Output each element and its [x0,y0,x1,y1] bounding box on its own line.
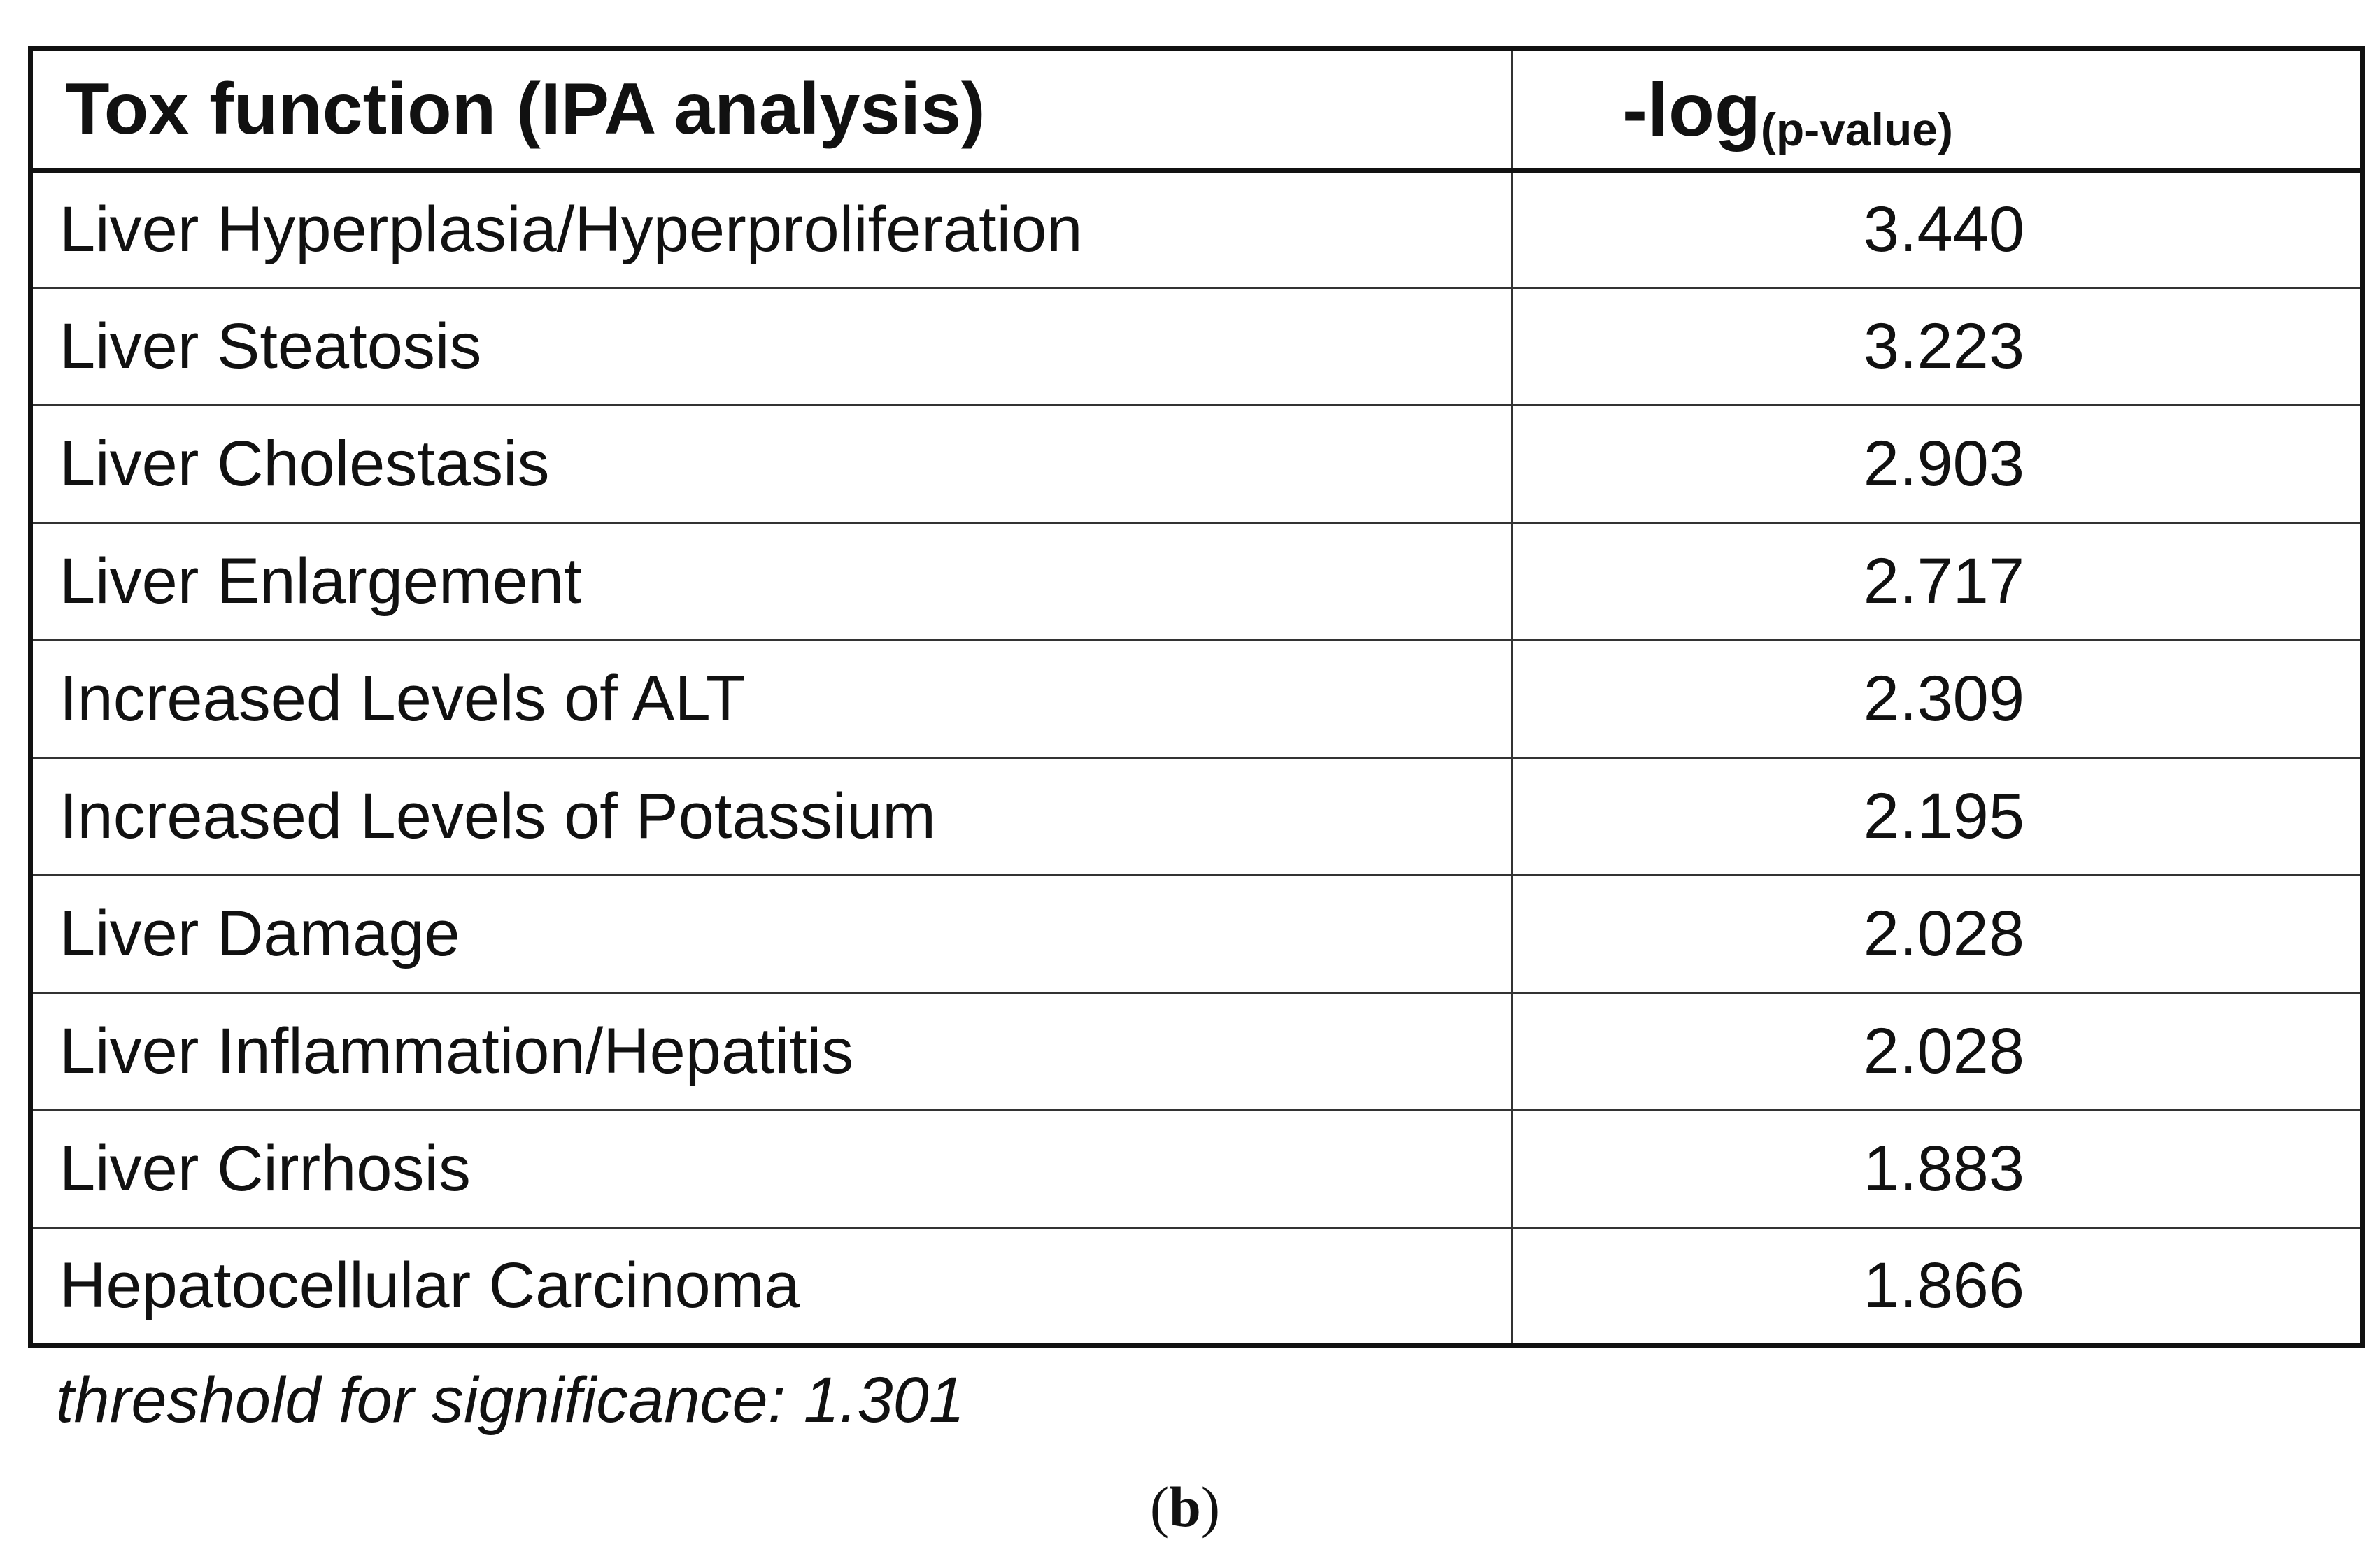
value-cell: 2.028 [1512,876,2363,993]
panel-label-close: ) [1200,1475,1221,1539]
value-cell: 3.223 [1512,288,2363,406]
table-row [31,171,2363,288]
value-cell: 2.309 [1512,641,2363,758]
header-tox-function: Tox function (IPA analysis) [31,49,1512,171]
value-cell: 1.866 [1512,1228,2363,1346]
function-cell: Liver Cirrhosis [31,1111,1512,1228]
table-row [31,406,2363,523]
value-cell: 2.717 [1512,523,2363,641]
table-row [31,288,2363,406]
function-cell: Liver Hyperplasia/Hyperproliferation [31,171,1512,288]
panel-label-open: ( [1149,1475,1170,1539]
value-cell: 3.440 [1512,171,2363,288]
value-cell: 2.195 [1512,758,2363,876]
function-cell: Increased Levels of Potassium [31,758,1512,876]
value-cell: 2.903 [1512,406,2363,523]
header-log-sub: (p-value) [1760,104,1953,155]
value-cell: 2.028 [1512,993,2363,1111]
table-row [31,758,2363,876]
function-cell: Increased Levels of ALT [31,641,1512,758]
table-row [31,876,2363,993]
function-cell: Liver Damage [31,876,1512,993]
table-row [31,523,2363,641]
panel-label [0,1474,2370,1540]
header-log-p-value [1512,49,2363,171]
function-cell: Liver Steatosis [31,288,1512,406]
significance-threshold-note: threshold for significance: 1.301 [56,1364,965,1436]
panel-label-letter: b [1169,1475,1201,1539]
value-cell: 1.883 [1512,1111,2363,1228]
tox-function-table [28,46,2365,1348]
header-log-main: -log [1622,67,1761,152]
table-header-row [31,49,2363,171]
function-cell: Liver Enlargement [31,523,1512,641]
table-row [31,993,2363,1111]
table-row [31,1111,2363,1228]
function-cell: Liver Inflammation/Hepatitis [31,993,1512,1111]
table-row [31,641,2363,758]
table-row [31,1228,2363,1346]
function-cell: Liver Cholestasis [31,406,1512,523]
function-cell: Hepatocellular Carcinoma [31,1228,1512,1346]
